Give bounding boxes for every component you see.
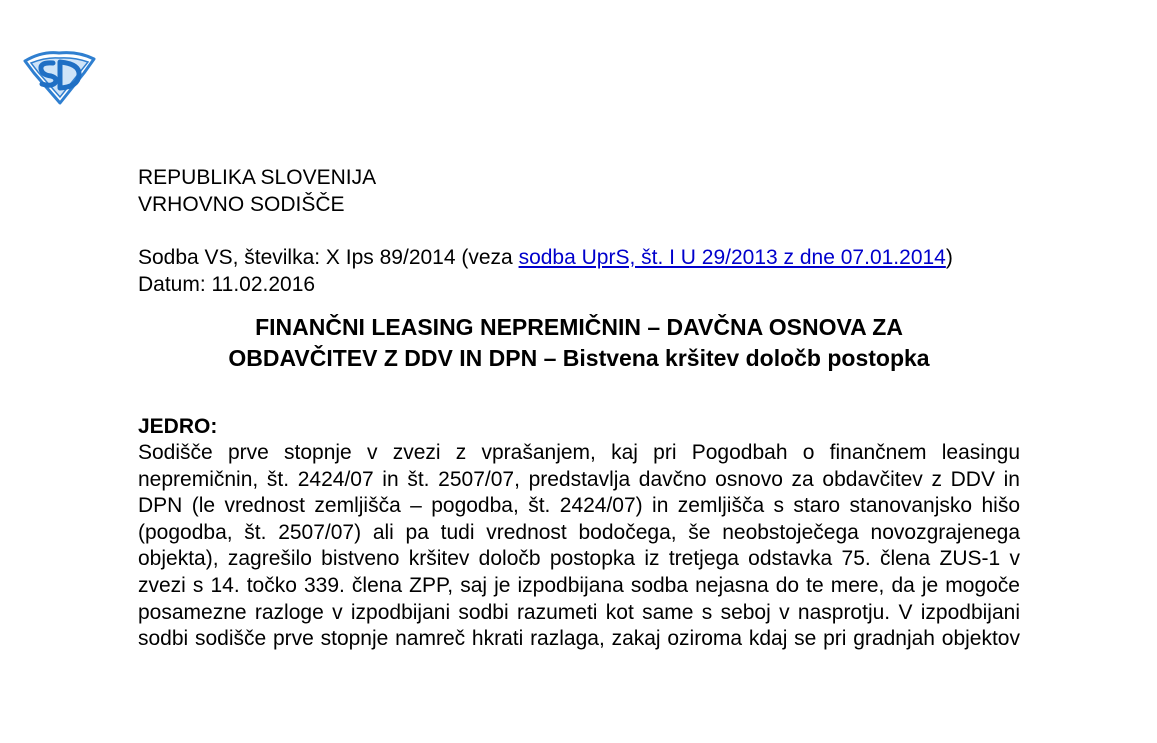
core-heading: JEDRO: (138, 415, 218, 438)
document-body (138, 164, 1020, 653)
court-name: VRHOVNO SODIŠČE (138, 193, 345, 216)
title-line-1: FINANČNI LEASING NEPREMIČNIN – DAVČNA OSNOVA ZA (255, 314, 903, 340)
case-reference-suffix: ) (945, 246, 953, 269)
country-name: REPUBLIKA SLOVENIJA (138, 166, 377, 189)
judgment-date: Datum: 11.02.2016 (138, 273, 316, 296)
related-judgment-link[interactable]: sodba UprS, št. I U 29/2013 z dne 07.01.2014 (518, 246, 946, 269)
core-paragraph: Sodišče prve stopnje v zvezi z vprašanjem, kaj pri Pogodbah o finančnem leasingu nepremičnin, št. 2424/07 in št. 2507/07, predstavlja davčno osnovo za obdavčitev z DDV in DPN (le vrednost zemljišča – pogodba, št. 2424/07) in zemljišča s staro stanovanjsko hišo (pogodba, št. 2507/07) ali pa tudi vrednost bodočega, še neobstoječega novozgrajenega objekta), zagrešilo bistveno kršitev določb postopka iz tretjega odstavka 75. člena ZUS-1 v zvezi s 14. točko 339. člena ZPP, saj je izpodbijana sodba nejasna do te mere, da je mogoče posamezne razloge v izpodbijani sodbi razumeti kot same s seboj v nasprotju. V izpodbijani sodbi sodišče prve stopnje namreč hkrati razlaga, zakaj oziroma kdaj se pri gradnjah objektov (138, 441, 1020, 651)
supreme-court-logo-icon (22, 47, 96, 105)
title-line-2: OBDAVČITEV Z DDV IN DPN – Bistvena kršitev določb postopka (228, 345, 930, 371)
case-reference (138, 244, 1020, 271)
case-reference-text: Sodba VS, številka: X Ips 89/2014 (veza (138, 246, 519, 269)
page-title (138, 312, 1020, 374)
